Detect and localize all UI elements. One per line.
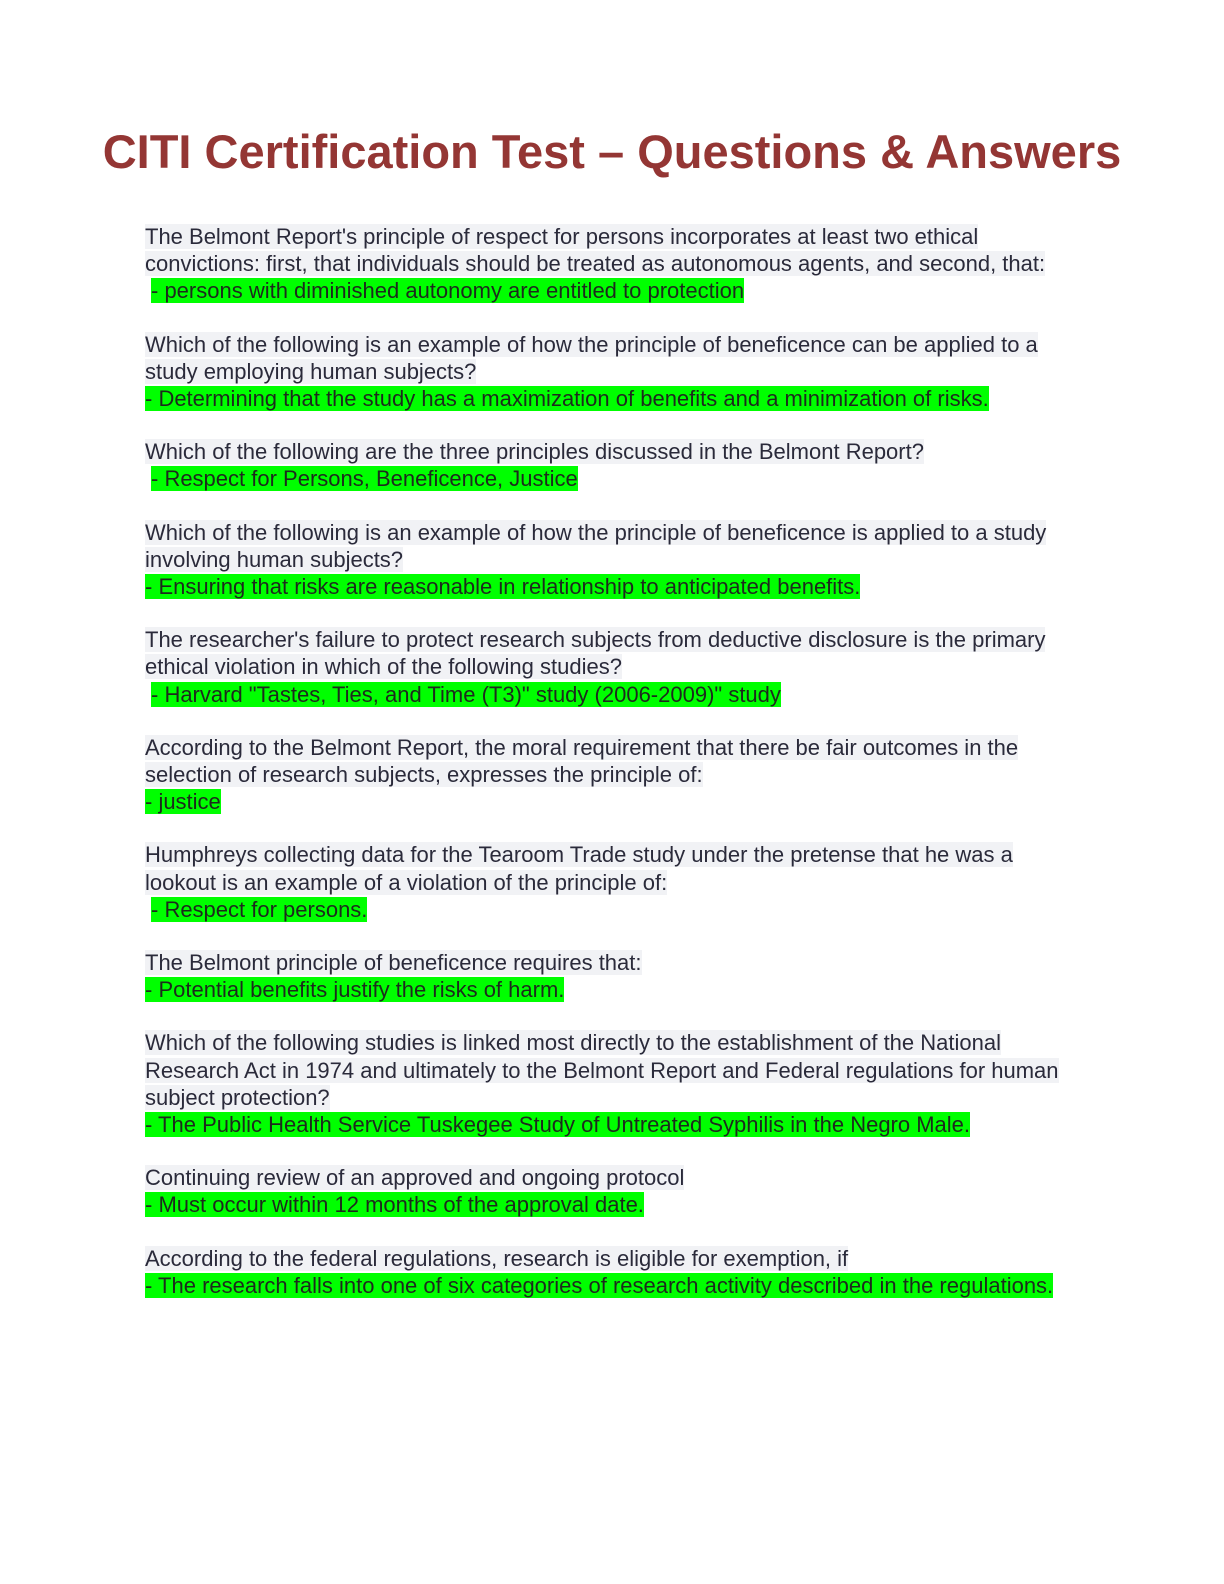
qa-item xyxy=(145,1164,1075,1218)
qa-item xyxy=(145,626,1075,708)
question-text: According to the Belmont Report, the moral requirement that there be fair outcomes in the selection of research subjects, expresses the principle of: xyxy=(145,734,1019,788)
answer-text: - Must occur within 12 months of the approval date. xyxy=(145,1192,644,1218)
question-text: According to the federal regulations, research is eligible for exemption, if xyxy=(145,1245,849,1271)
qa-item xyxy=(145,1245,1075,1299)
question-text: Which of the following is an example of how the principle of beneficence can be applied to a study employing human subjects? xyxy=(145,331,1038,384)
answer-text: - The research falls into one of six categories of research activity described in the regulations. xyxy=(145,1272,1054,1298)
question-text: Which of the following are the three principles discussed in the Belmont Report? xyxy=(145,439,924,465)
answer-text: - Ensuring that risks are reasonable in relationship to anticipated benefits. xyxy=(145,574,861,600)
question-text: Continuing review of an approved and ongoing protocol xyxy=(145,1165,685,1191)
answer-text: - persons with diminished autonomy are entitled to protection xyxy=(151,278,745,304)
question-text: The Belmont Report's principle of respect for persons incorporates at least two ethical convictions: first, that individuals should be treated as autonomous agents, and second, that: xyxy=(145,224,1046,277)
qa-item xyxy=(145,223,1075,305)
question-text: The Belmont principle of beneficence requires that: xyxy=(145,950,642,976)
qa-item xyxy=(145,949,1075,1003)
answer-text: - Respect for Persons, Beneficence, Justice xyxy=(151,466,578,492)
qa-item xyxy=(145,519,1075,601)
answer-text: - Potential benefits justify the risks of harm. xyxy=(145,977,565,1003)
qa-item xyxy=(145,438,1075,492)
answer-text: - The Public Health Service Tuskegee Study of Untreated Syphilis in the Negro Male. xyxy=(145,1112,971,1138)
page-title: CITI Certification Test – Questions & Answers xyxy=(102,125,1122,178)
qa-item xyxy=(145,734,1075,816)
qa-item xyxy=(145,331,1075,413)
answer-text: - Harvard "Tastes, Ties, and Time (T3)" study (2006-2009)" study xyxy=(151,681,781,707)
answer-text: - justice xyxy=(145,789,221,815)
qa-item xyxy=(145,1029,1075,1138)
question-text: The researcher's failure to protect research subjects from deductive disclosure is the primary ethical violation in which of the following studies? xyxy=(145,627,1046,680)
qa-list xyxy=(145,223,1075,1325)
qa-item xyxy=(145,841,1075,923)
question-text: Which of the following is an example of how the principle of beneficence is applied to a study involving human subjects? xyxy=(145,519,1047,572)
question-text: Which of the following studies is linked most directly to the establishment of the National Research Act in 1974 and ultimately to the Belmont Report and Federal regulations for human subject protection? xyxy=(145,1030,1059,1110)
answer-text: - Respect for persons. xyxy=(151,896,368,922)
answer-text: - Determining that the study has a maximization of benefits and a minimization of risks. xyxy=(145,386,989,412)
question-text: Humphreys collecting data for the Tearoom Trade study under the pretense that he was a lookout is an example of a violation of the principle of: xyxy=(145,842,1013,895)
